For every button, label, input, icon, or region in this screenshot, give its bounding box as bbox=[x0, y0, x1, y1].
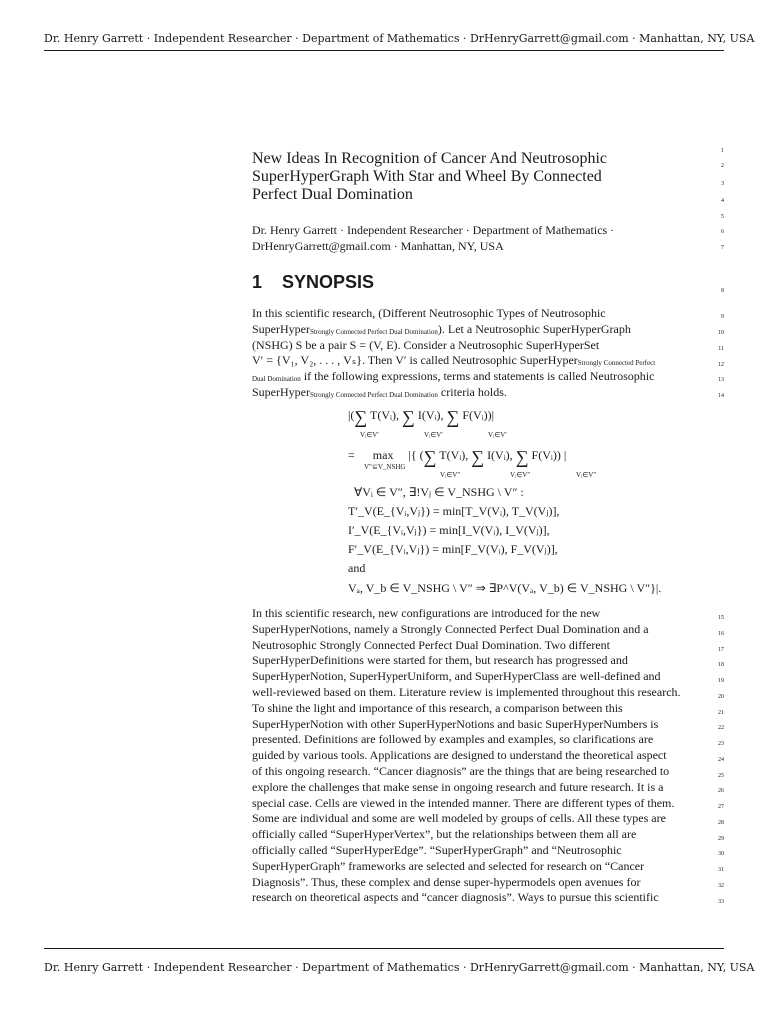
equation-row: I′_V(E_{Vᵢ,Vⱼ}) = min[I_V(Vᵢ), I_V(Vⱼ)], bbox=[348, 523, 550, 537]
line-number: 17 bbox=[718, 647, 724, 653]
sum-index: Vᵢ∈V′ bbox=[424, 431, 443, 439]
title-line: SuperHyperGraph With Star and Wheel By Connected bbox=[252, 168, 602, 185]
sum-index: Vᵢ∈V″ bbox=[510, 471, 531, 479]
header-text: Dr. Henry Garrett · Independent Researcher · Department of Mathematics · DrHenryGarrett@gmail.com · Manhattan, NY, USA bbox=[44, 32, 755, 45]
equation-row: F′_V(E_{Vᵢ,Vⱼ}) = min[F_V(Vᵢ), F_V(Vⱼ)], bbox=[348, 542, 558, 556]
text-run: SuperHyper bbox=[252, 321, 310, 336]
line-number: 5 bbox=[721, 214, 724, 220]
line-number: 8 bbox=[721, 288, 724, 294]
text-line: of this ongoing research. “Cancer diagnosis” are the things that are being researched to bbox=[252, 763, 670, 778]
text-line: SuperHyperNotion with other SuperHyperNotions and basic SuperHyperNumbers is bbox=[252, 716, 659, 731]
subscript: Strongly Connected Perfect bbox=[577, 359, 656, 368]
eq-text: T(Vᵢ), bbox=[370, 408, 399, 422]
line-number: 21 bbox=[718, 710, 724, 716]
line-number: 20 bbox=[718, 694, 724, 700]
line-number: 32 bbox=[718, 883, 724, 889]
line-number: 7 bbox=[721, 245, 724, 251]
title-line: New Ideas In Recognition of Cancer And Neutrosophic bbox=[252, 150, 608, 167]
text-line bbox=[252, 322, 727, 338]
text-line: explore the challenges that make sense in ongoing research and future research. It is a bbox=[252, 779, 664, 794]
line-number: 9 bbox=[721, 314, 724, 320]
line-number: 29 bbox=[718, 836, 724, 842]
equation-row: and bbox=[348, 561, 366, 575]
text-run: ). Let a Neutrosophic SuperHyperGraph bbox=[437, 321, 631, 336]
line-number: 25 bbox=[718, 773, 724, 779]
equation-row: ∀Vᵢ ∈ V″, ∃!Vⱼ ∈ V_NSHG \ V″ : bbox=[354, 485, 524, 499]
sum-symbol: ∑ bbox=[471, 447, 485, 467]
eq-text: I(Vᵢ), bbox=[487, 448, 513, 462]
author-line: Dr. Henry Garrett · Independent Researcher · Department of Mathematics · bbox=[252, 223, 615, 237]
author-block bbox=[252, 222, 702, 254]
text-line bbox=[252, 369, 727, 385]
line-number: 12 bbox=[718, 362, 724, 368]
eq-text: F(Vᵢ))| bbox=[462, 408, 495, 422]
eq-text: |{ ( bbox=[408, 448, 424, 462]
text-line: (NSHG) S be a pair S = (V, E). Consider a Neutrosophic SuperHyperSet bbox=[252, 337, 600, 352]
sum-symbol: ∑ bbox=[402, 407, 415, 427]
eq-text: |( bbox=[348, 408, 355, 422]
subscript: Strongly Connected Perfect Dual Domination bbox=[309, 390, 438, 399]
line-number: 6 bbox=[721, 229, 724, 235]
text-run: if the following expressions, terms and statements is called Neutrosophic bbox=[300, 369, 655, 384]
line-number: 16 bbox=[718, 631, 724, 637]
line-number: 24 bbox=[718, 757, 724, 763]
line-number: 31 bbox=[718, 867, 724, 873]
equation-row: Vₐ, V_b ∈ V_NSHG \ V″ ⇒ ∃P^V(Vₐ, V_b) ∈ V_NSHG \ V″}|. bbox=[348, 581, 662, 595]
section-number: 1 bbox=[252, 272, 263, 292]
eq-text: T(Vᵢ), bbox=[439, 448, 469, 462]
line-number: 30 bbox=[718, 851, 724, 857]
line-number: 15 bbox=[718, 615, 724, 621]
text-line: To shine the light and importance of this research, a comparison between this bbox=[252, 700, 623, 715]
eq-text: F(Vᵢ)) | bbox=[531, 448, 567, 462]
text-line: In this scientific research, new configurations are introduced for the new bbox=[252, 606, 601, 620]
text-line: SuperHyperNotion, SuperHyperUniform, and SuperHyperClass are well-defined and bbox=[252, 669, 661, 684]
criteria-equation bbox=[348, 405, 728, 600]
footer-text: Dr. Henry Garrett · Independent Researcher · Department of Mathematics · DrHenryGarrett@gmail.com · Manhattan, NY, USA bbox=[44, 961, 755, 974]
line-number: 14 bbox=[718, 393, 724, 399]
line-number: 3 bbox=[721, 181, 724, 187]
section-title: SYNOPSIS bbox=[282, 272, 375, 292]
line-number: 11 bbox=[718, 346, 724, 352]
section-heading bbox=[252, 272, 374, 293]
text-line: SuperHyperNotions, namely a Strongly Connected Perfect Dual Domination and a bbox=[252, 621, 649, 636]
line-number: 18 bbox=[718, 662, 724, 668]
text-line: Some are individual and some are well modeled by groups of cells. All these types are bbox=[252, 811, 666, 826]
sum-symbol: ∑ bbox=[446, 407, 460, 427]
text-line: officially called “SuperHyperEdge”. “SuperHyperGraph” and “Neutrosophic bbox=[252, 842, 622, 857]
sum-index: Vᵢ∈V″ bbox=[440, 471, 461, 479]
text-line: well-reviewed based on them. Literature review is implemented throughout this research. bbox=[252, 684, 681, 699]
line-number: 2 bbox=[721, 163, 724, 169]
text-line bbox=[252, 353, 727, 369]
sum-symbol: ∑ bbox=[423, 447, 437, 467]
text-line: special case. Cells are viewed in the intended manner. There are different types of them. bbox=[252, 795, 675, 810]
text-line: In this scientific research, (Different Neutrosophic Types of Neutrosophic bbox=[252, 306, 606, 320]
sum-symbol: ∑ bbox=[515, 447, 529, 467]
line-number: 23 bbox=[718, 741, 724, 747]
eq-text: = bbox=[348, 448, 355, 462]
line-number: 22 bbox=[718, 725, 724, 731]
title-line: Perfect Dual Domination bbox=[252, 186, 413, 203]
text-line: presented. Definitions are followed by examples and examples, so clarifications are bbox=[252, 732, 654, 747]
subscript: Dual Domination bbox=[252, 375, 301, 384]
sum-symbol: ∑ bbox=[354, 407, 368, 427]
sum-index: Vᵢ∈V′ bbox=[360, 431, 379, 439]
eq-text: I(Vᵢ), bbox=[417, 408, 444, 422]
subscript: Strongly Connected Perfect Dual Domination bbox=[309, 327, 438, 336]
max-index: V″⊆V_NSHG bbox=[364, 463, 406, 471]
line-number: 13 bbox=[718, 377, 724, 383]
text-run: criteria holds. bbox=[437, 384, 507, 399]
running-footer bbox=[44, 948, 755, 987]
line-number: 10 bbox=[718, 330, 724, 336]
text-line: SuperHyperGraph” frameworks are selected and selected for research on “Cancer bbox=[252, 858, 645, 873]
sum-index: Vᵢ∈V′ bbox=[488, 431, 507, 439]
text-line: Diagnosis”. Thus, these complex and dense super-hypermodels open avenues for bbox=[252, 874, 641, 889]
equation-row: T′_V(E_{Vᵢ,Vⱼ}) = min[T_V(Vᵢ), T_V(Vⱼ)], bbox=[348, 504, 560, 518]
text-line bbox=[252, 385, 727, 401]
text-line: officially called “SuperHyperVertex”, but the relationships between them all are bbox=[252, 827, 637, 842]
equation-row bbox=[348, 407, 494, 428]
paper-title bbox=[252, 150, 702, 204]
line-number: 1 bbox=[721, 148, 724, 154]
author-line: DrHenryGarrett@gmail.com · Manhattan, NY, USA bbox=[252, 239, 504, 253]
text-run: SuperHyper bbox=[252, 384, 310, 399]
text-line: research on theoretical aspects and “cancer diagnosis”. Ways to pursue this scientific bbox=[252, 890, 659, 905]
text-line: guided by various tools. Applications are designed to understand the theoretical aspect bbox=[252, 748, 667, 763]
running-header bbox=[44, 30, 755, 51]
synopsis-paragraph bbox=[252, 606, 727, 906]
line-number: 4 bbox=[721, 198, 724, 204]
sum-index: Vᵢ∈V″ bbox=[576, 471, 597, 479]
text-line: SuperHyperDefinitions were started for them, but research has progressed and bbox=[252, 653, 628, 668]
text-line: Neutrosophic Strongly Connected Perfect Dual Domination. Two different bbox=[252, 637, 610, 652]
line-number: 28 bbox=[718, 820, 724, 826]
line-number: 27 bbox=[718, 804, 724, 810]
eq-text: max bbox=[372, 448, 394, 462]
text-run: V′ = {V₁, V₂, . . . , Vₛ}. Then V′ is called Neutrosophic SuperHyper bbox=[252, 353, 578, 368]
line-number: 19 bbox=[718, 678, 724, 684]
line-number: 26 bbox=[718, 788, 724, 794]
synopsis-intro bbox=[252, 306, 727, 401]
line-number: 33 bbox=[718, 899, 724, 905]
